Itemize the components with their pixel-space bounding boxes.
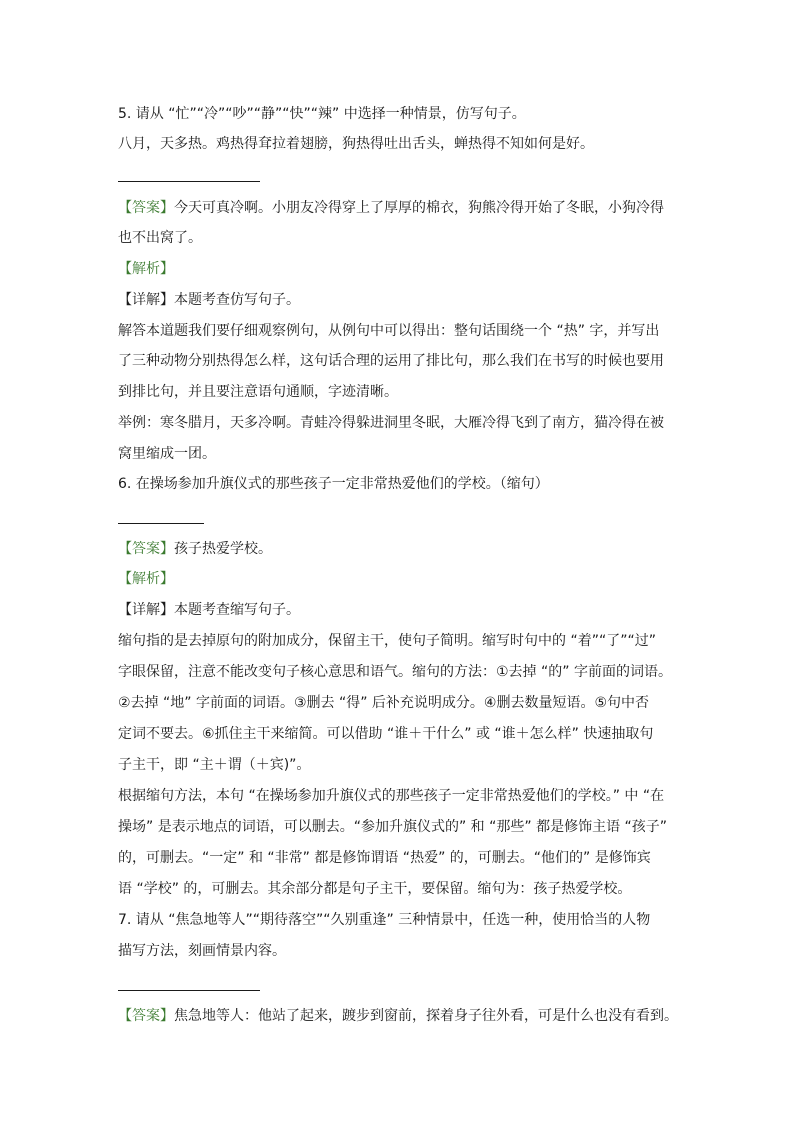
q6-method-4: 定词不要去。⑥抓住主干来缩简。可以借助 “谁＋干什么” 或 “谁＋怎么样” 快速抽取句 [118, 726, 654, 742]
q7-question-2: 描写方法，刻画情景内容。 [118, 943, 286, 959]
q5-sample-2: 窝里缩成一团。 [118, 446, 216, 462]
q6-apply-2: 操场” 是表示地点的词语，可以删去。“参加升旗仪式的” 和 “那些” 都是修饰主语 “孩子” [118, 819, 668, 835]
analysis-tag: 【解析】 [118, 261, 174, 277]
analysis-tag: 【解析】 [118, 571, 174, 587]
q5-answer-text: 今天可真冷啊。小朋友冷得穿上了厚厚的棉衣，狗熊冷得开始了冬眠，小狗冷得 [174, 200, 664, 216]
q6-apply-4: 语 “学校” 的，可删去。其余部分都是句子主干，要保留。缩句为：孩子热爱学校。 [118, 881, 632, 897]
q5-answer-line [118, 198, 664, 218]
q5-detail-text: 本题考查仿写句子。 [174, 292, 300, 308]
answer-tag: 【答案】 [118, 541, 174, 557]
q5-answer-blank [118, 181, 260, 182]
q7-answer-text: 焦急地等人：他站了起来，踱步到窗前，探着身子往外看，可是什么也没有看到。 [174, 1008, 678, 1024]
q5-answer-cont: 也不出窝了。 [118, 230, 202, 246]
q6-question: 6. 在操场参加升旗仪式的那些孩子一定非常热爱他们的学校。（缩句） [118, 476, 549, 492]
q6-answer-text: 孩子热爱学校。 [174, 541, 272, 557]
q6-answer-line [118, 539, 272, 559]
answer-tag: 【答案】 [118, 200, 174, 216]
q6-method-1: 缩句指的是去掉原句的附加成分，保留主干，使句子简明。缩写时句中的 “着”“了”“过” [118, 633, 656, 649]
q6-apply-1: 根据缩句方法，本句 “在操场参加升旗仪式的那些孩子一定非常热爱他们的学校。” 中 “在 [118, 788, 665, 804]
q7-answer-line [118, 1006, 678, 1026]
q6-method-5: 子主干，即 “主＋谓（＋宾)”。 [118, 757, 311, 773]
q6-detail-line [118, 600, 300, 620]
answer-tag: 【答案】 [118, 1008, 174, 1024]
q6-method-3: ②去掉 “地” 字前面的词语。③删去 “得” 后补充说明成分。④删去数量短语。⑤句中否 [118, 695, 650, 711]
q7-question-1: 7. 请从 “焦急地等人”“期待落空”“久别重逢” 三种情景中，任选一种，使用恰当的人物 [118, 912, 651, 928]
q6-detail-text: 本题考查缩写句子。 [174, 602, 300, 618]
q5-detail-line [118, 290, 300, 310]
q5-explain-3: 到排比句，并且要注意语句通顺，字迹清晰。 [118, 384, 398, 400]
q5-explain-2: 了三种动物分别热得怎么样，这句话合理的运用了排比句，那么我们在书写的时候也要用 [118, 353, 664, 369]
detail-tag: 【详解】 [118, 602, 174, 618]
q6-apply-3: 的，可删去。“一定” 和 “非常” 都是修饰谓语 “热爱” 的，可删去。“他们的” 是修饰宾 [118, 850, 651, 866]
q6-answer-blank [118, 523, 204, 524]
q7-answer-blank [118, 990, 260, 991]
q5-sample-1: 举例：寒冬腊月，天多冷啊。青蛙冷得躲进洞里冬眠，大雁冷得飞到了南方，猫冷得在被 [118, 415, 664, 431]
q5-example: 八月，天多热。鸡热得耷拉着翅膀，狗热得吐出舌头，蝉热得不知如何是好。 [118, 136, 594, 152]
q6-method-2: 字眼保留，注意不能改变句子核心意思和语气。缩句的方法：①去掉 “的” 字前面的词语。 [118, 664, 672, 680]
detail-tag: 【详解】 [118, 292, 174, 308]
q5-explain-1: 解答本道题我们要仔细观察例句，从例句中可以得出：整句话围绕一个 “热” 字，并写出 [118, 323, 660, 339]
q5-question: 5. 请从 “忙”“冷”“吵”“静”“快”“辣” 中选择一种情景，仿写句子。 [118, 106, 526, 122]
